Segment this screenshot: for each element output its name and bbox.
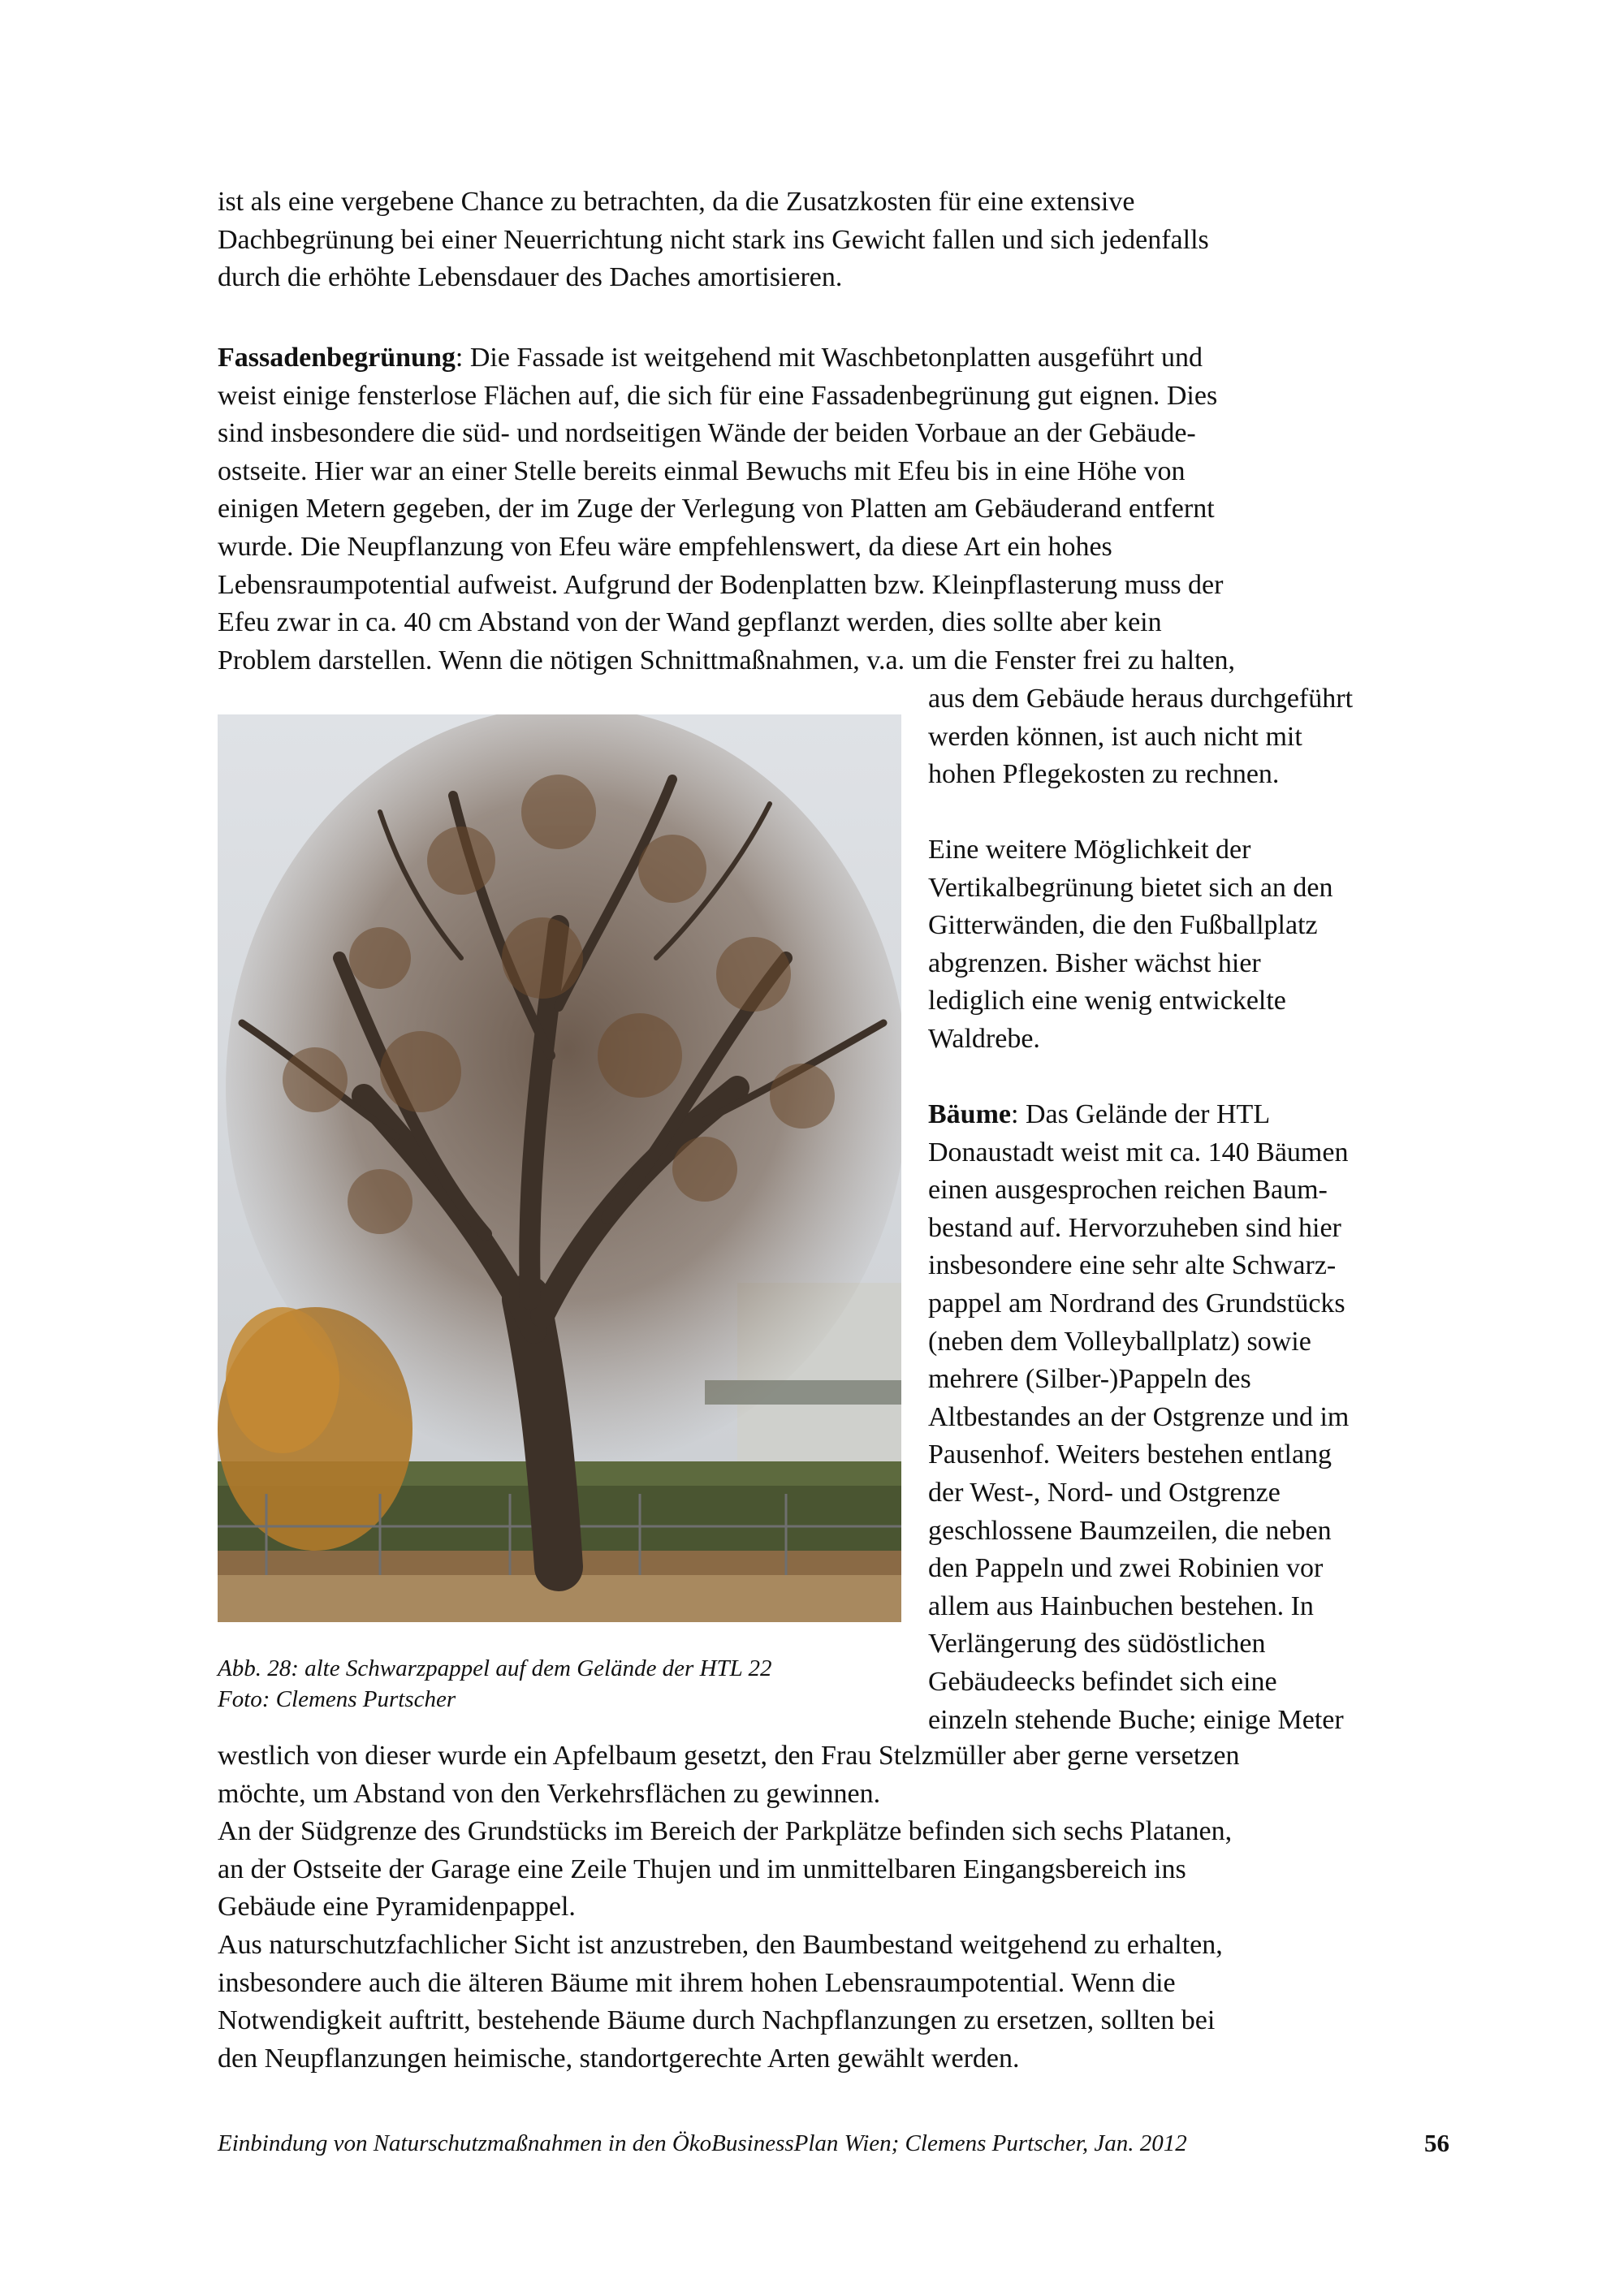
text-line: geschlossene Baumzeilen, die neben xyxy=(928,1515,1332,1546)
paragraph-facade-continuation xyxy=(928,680,1448,794)
text-line: Gebäude eine Pyramidenpappel. xyxy=(218,1892,576,1923)
text-line: bestand auf. Hervorzuheben sind hier xyxy=(928,1212,1341,1243)
text-line: den Pappeln und zwei Robinien vor xyxy=(928,1553,1324,1584)
figure-caption xyxy=(218,1653,883,1715)
page-footer: Einbindung von Naturschutzmaßnahmen in den ÖkoBusinessPlan Wien; Clemens Purtscher, Jan. 2012 xyxy=(218,2130,1187,2156)
text-line: abgrenzen. Bisher wächst hier xyxy=(928,947,1261,978)
text-line: weist einige fensterlose Flächen auf, die sich für eine Fassadenbegrünung gut eignen. Dies xyxy=(218,380,1218,411)
text-line: sind insbesondere die süd- und nordseitigen Wände der beiden Vorbaue an der Gebäude- xyxy=(218,418,1196,449)
text-line: den Neupflanzungen heimische, standortgerechte Arten gewählt werden. xyxy=(218,2043,1020,2074)
section-heading-facade: Fassadenbegrünung xyxy=(218,343,456,373)
text-line: Efeu zwar in ca. 40 cm Abstand von der Wand gepflanzt werden, dies sollte aber kein xyxy=(218,607,1162,638)
caption-line: Abb. 28: alte Schwarzpappel auf dem Gelände der HTL 22 xyxy=(218,1655,772,1681)
text-fragment: : Die Fassade ist weitgehend mit Waschbetonplatten ausgeführt und xyxy=(455,343,1203,373)
text-line: möchte, um Abstand von den Verkehrsflächen zu gewinnen. xyxy=(218,1778,881,1809)
section-heading-trees: Bäume xyxy=(928,1099,1011,1129)
text-line: einen ausgesprochen reichen Baum- xyxy=(928,1175,1328,1206)
text-line: insbesondere auch die älteren Bäume mit ihrem hohen Lebensraumpotential. Wenn die xyxy=(218,1967,1176,1998)
text-line: durch die erhöhte Lebensdauer des Daches amortisieren. xyxy=(218,262,843,293)
text-line: an der Ostseite der Garage eine Zeile Thujen und im unmittelbaren Eingangsbereich ins xyxy=(218,1854,1186,1884)
black-poplar-image xyxy=(218,714,901,1622)
text-line: An der Südgrenze des Grundstücks im Bereich der Parkplätze befinden sich sechs Platanen, xyxy=(218,1816,1233,1847)
paragraph-vertical xyxy=(928,831,1448,1059)
text-line: Dachbegrünung bei einer Neuerrichtung nicht stark ins Gewicht fallen und sich jedenfalls xyxy=(218,224,1209,255)
text-fragment: : Das Gelände der HTL xyxy=(1011,1099,1271,1129)
text-line: Notwendigkeit auftritt, bestehende Bäume durch Nachpflanzungen zu ersetzen, sollten bei xyxy=(218,2005,1216,2036)
text-line: ostseite. Hier war an einer Stelle bereits einmal Bewuchs mit Efeu bis in eine Höhe von xyxy=(218,455,1186,486)
paragraph-intro xyxy=(218,183,1436,297)
text-line: Problem darstellen. Wenn die nötigen Schnittmaßnahmen, v.a. um die Fenster frei zu halten, xyxy=(218,645,1236,675)
text-line: ist als eine vergebene Chance zu betrachten, da die Zusatzkosten für eine extensive xyxy=(218,187,1135,217)
text-line: Vertikalbegrünung bietet sich an den xyxy=(928,872,1333,903)
text-line: westlich von dieser wurde ein Apfelbaum gesetzt, den Frau Stelzmüller aber gerne versetzen xyxy=(218,1741,1240,1771)
text-line xyxy=(928,1096,1448,1134)
text-line: Altbestandes an der Ostgrenze und im xyxy=(928,1401,1350,1432)
text-line: einzeln stehende Buche; einige Meter xyxy=(928,1704,1344,1735)
text-line: aus dem Gebäude heraus durchgeführt xyxy=(928,684,1354,714)
paragraph-trees-continued xyxy=(218,1737,1436,2078)
text-line: Gitterwänden, die den Fußballplatz xyxy=(928,910,1318,941)
text-line: wurde. Die Neupflanzung von Efeu wäre empfehlenswert, da diese Art ein hohes xyxy=(218,531,1112,562)
text-line: pappel am Nordrand des Grundstücks xyxy=(928,1288,1345,1318)
paragraph-trees xyxy=(928,1096,1448,1739)
text-line: Gebäudeecks befindet sich eine xyxy=(928,1666,1277,1697)
text-line: werden können, ist auch nicht mit xyxy=(928,721,1302,752)
text-line: Donaustadt weist mit ca. 140 Bäumen xyxy=(928,1137,1349,1167)
text-line: Verlängerung des südöstlichen xyxy=(928,1629,1266,1659)
text-line: mehrere (Silber-)Pappeln des xyxy=(928,1364,1251,1395)
photo-credit: Foto: Clemens Purtscher xyxy=(218,1686,456,1712)
text-line: einigen Metern gegeben, der im Zuge der Verlegung von Platten am Gebäuderand entfernt xyxy=(218,494,1215,524)
text-line: (neben dem Volleyballplatz) sowie xyxy=(928,1326,1311,1357)
text-line: Waldrebe. xyxy=(928,1023,1040,1054)
page-number: 56 xyxy=(1424,2129,1449,2157)
text-line: Aus naturschutzfachlicher Sicht ist anzustreben, den Baumbestand weitgehend zu erhalten, xyxy=(218,1929,1223,1960)
text-line: lediglich eine wenig entwickelte xyxy=(928,986,1286,1016)
text-line: Lebensraumpotential aufweist. Aufgrund der Bodenplatten bzw. Kleinpflasterung muss der xyxy=(218,569,1224,600)
text-line: allem aus Hainbuchen bestehen. In xyxy=(928,1590,1314,1621)
paragraph-facade xyxy=(218,339,1436,680)
text-line: insbesondere eine sehr alte Schwarz- xyxy=(928,1250,1337,1281)
text-line: Eine weitere Möglichkeit der xyxy=(928,835,1251,865)
text-line: der West-, Nord- und Ostgrenze xyxy=(928,1477,1281,1508)
text-line: hohen Pflegekosten zu rechnen. xyxy=(928,759,1280,790)
text-line: Pausenhof. Weiters bestehen entlang xyxy=(928,1439,1332,1470)
text-line xyxy=(218,339,1436,378)
tree-photo xyxy=(218,714,901,1622)
